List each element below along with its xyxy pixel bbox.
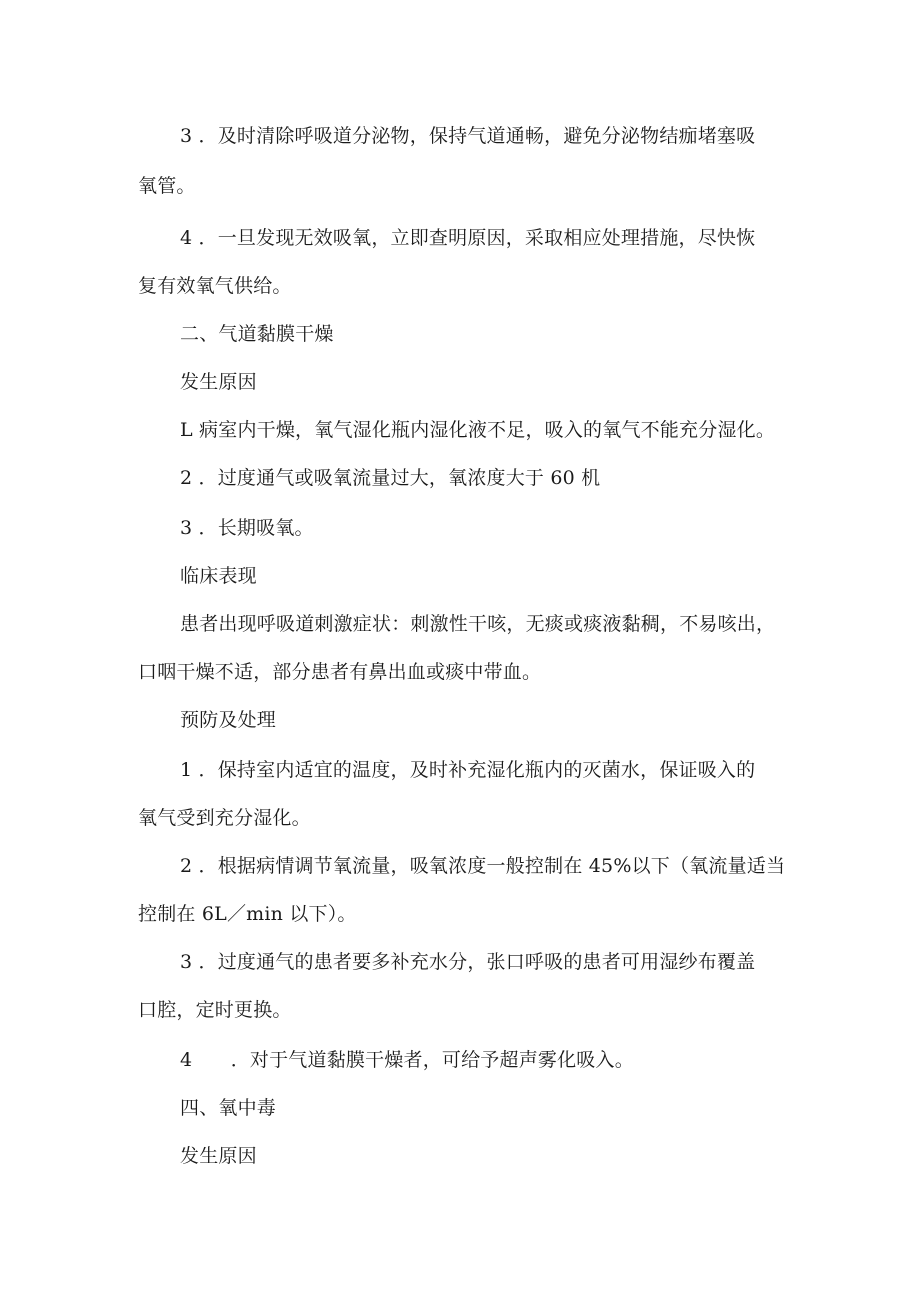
clinical-paragraph-continuation: 口咽干燥不适，部分患者有鼻出血或痰中带血。 bbox=[138, 661, 542, 683]
subheading-causes-oxygen-toxicity: 发生原因 bbox=[180, 1145, 257, 1167]
cause-item-3: 3 ．长期吸氧。 bbox=[180, 517, 314, 539]
clinical-paragraph: 患者出现呼吸道刺激症状：刺激性干咳，无痰或痰液黏稠，不易咳出， bbox=[180, 613, 776, 635]
cause-item-2: 2 ．过度通气或吸氧流量过大，氧浓度大于 60 机 bbox=[180, 467, 601, 489]
subheading-causes: 发生原因 bbox=[180, 371, 257, 393]
paragraph-item-4-ineffective-oxygen: 4 ．一旦发现无效吸氧，立即查明原因，采取相应处理措施，尽快恢 bbox=[180, 227, 756, 249]
subheading-prevention-treatment: 预防及处理 bbox=[180, 709, 277, 731]
paragraph-item-3-continuation: 氧管。 bbox=[138, 175, 196, 197]
paragraph-item-4-continuation: 复有效氧气供给。 bbox=[138, 275, 292, 297]
paragraph-item-3-clear-secretions: 3 ．及时清除呼吸道分泌物，保持气道通畅，避免分泌物结痂堵塞吸 bbox=[180, 125, 756, 147]
cause-item-1: L 病室内干燥，氧气湿化瓶内湿化液不足，吸入的氧气不能充分湿化。 bbox=[180, 419, 776, 441]
subheading-clinical-manifestations: 临床表现 bbox=[180, 565, 257, 587]
prevention-item-2-continuation: 控制在 6L／min 以下）。 bbox=[138, 903, 357, 925]
prevention-item-4: 4 ．对于气道黏膜干燥者，可给予超声雾化吸入。 bbox=[180, 1049, 634, 1071]
prevention-item-1: 1 ．保持室内适宜的温度，及时补充湿化瓶内的灭菌水，保证吸入的 bbox=[180, 759, 756, 781]
prevention-item-2: 2 ．根据病情调节氧流量，吸氧浓度一般控制在 45%以下（氧流量适当 bbox=[180, 855, 786, 877]
prevention-item-3: 3 ．过度通气的患者要多补充水分，张口呼吸的患者可用湿纱布覆盖 bbox=[180, 951, 756, 973]
section-heading-airway-dryness: 二、气道黏膜干燥 bbox=[180, 323, 334, 345]
prevention-item-3-continuation: 口腔，定时更换。 bbox=[138, 999, 292, 1021]
prevention-item-1-continuation: 氧气受到充分湿化。 bbox=[138, 807, 311, 829]
section-heading-oxygen-toxicity: 四、氧中毒 bbox=[180, 1097, 277, 1119]
